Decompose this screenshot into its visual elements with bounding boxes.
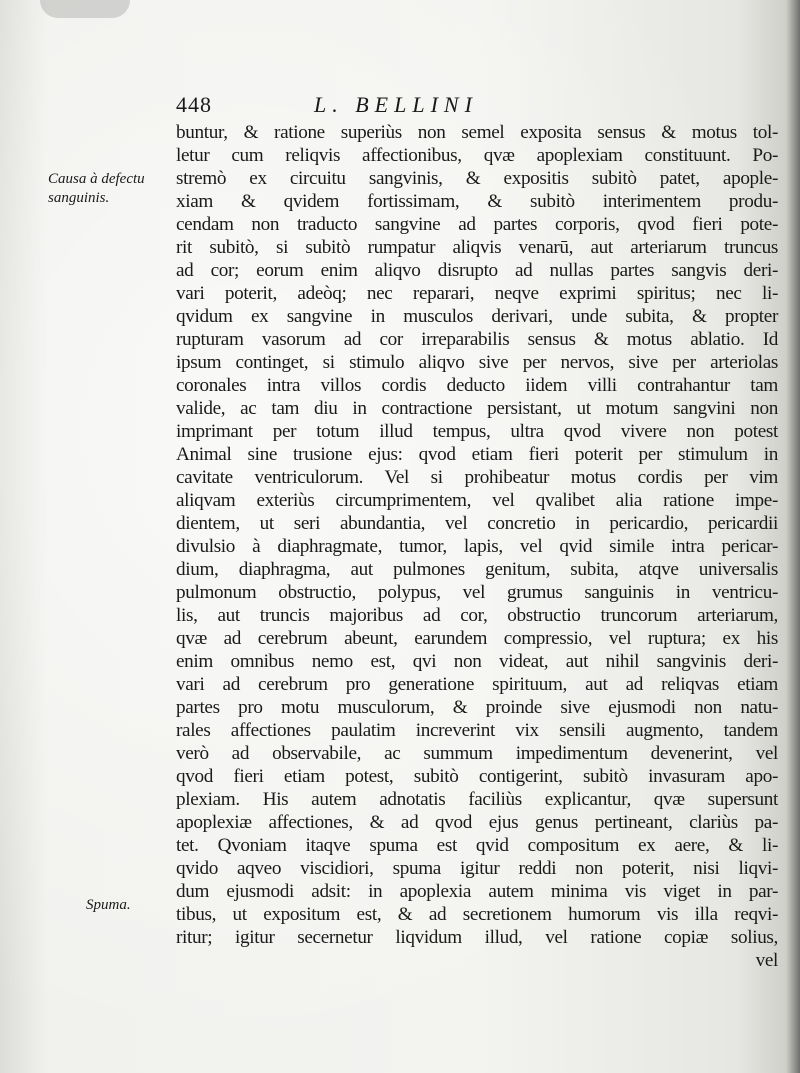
text-line: dium, diaphragma, aut pulmones genitum, subita, atqve universalis <box>176 559 778 580</box>
text-line: tibus, ut expositum est, & ad secretionem humorum vis illa reqvi- <box>176 904 778 925</box>
text-line: lis, aut truncis majoribus ad cor, obstructio truncorum arteriarum, <box>176 605 778 626</box>
text-line: qvod fieri etiam potest, subitò contigerint, subitò invasuram apo- <box>176 766 778 787</box>
text-line: rit subitò, si subitò rumpatur aliqvis venarū, aut arteriarum truncus <box>176 237 778 258</box>
text-line: stremò ex circuitu sangvinis, & expositis subitò patet, apople- <box>176 168 778 189</box>
text-line: plexiam. His autem adnotatis faciliùs explicantur, qvæ supersunt <box>176 789 778 810</box>
text-line: valide, ac tam diu in contractione persistant, ut motum sangvini non <box>176 398 778 419</box>
text-line: cavitate ventriculorum. Vel si prohibeatur motus cordis per vim <box>176 467 778 488</box>
text-line: verò ad observabile, ac summum impedimentum devenerint, vel <box>176 743 778 764</box>
text-line: partes pro motu musculorum, & proinde sive ejusmodi non natu- <box>176 697 778 718</box>
text-line: tet. Qvoniam itaqve spuma est qvid compositum ex aere, & li- <box>176 835 778 856</box>
text-line: aliqvam exteriùs circumprimentem, vel qvalibet alia ratione impe- <box>176 490 778 511</box>
catchword: vel <box>755 950 778 971</box>
marginal-note-cause <box>48 170 168 208</box>
text-line: qvæ ad cerebrum abeunt, earundem compressio, vel ruptura; ex his <box>176 628 778 649</box>
text-line: ad cor; eorum enim aliqvo disrupto ad nullas partes sangvis deri- <box>176 260 778 281</box>
body-text <box>176 121 778 972</box>
text-line: vari poterit, adeòq; nec reparari, neqve exprimi spiritus; nec li- <box>176 283 778 304</box>
text-line: imprimant per totum illud tempus, ultra qvod vivere non potest <box>176 421 778 442</box>
marginal-note-spuma: Spuma. <box>86 897 131 913</box>
text-line: dum ejusmodi adsit: in apoplexia autem minima vis viget in par- <box>176 881 778 902</box>
text-line: divulsio à diaphragmate, tumor, lapis, vel qvid simile intra pericar- <box>176 536 778 557</box>
text-line: ritur; igitur secernetur liqvidum illud, vel ratione copiæ solius, <box>176 927 778 948</box>
text-line: dientem, ut seri abundantia, vel concretio in pericardio, pericardii <box>176 513 778 534</box>
text-line: rales affectiones paulatim increverint vix sensili augmento, tandem <box>176 720 778 741</box>
text-line: buntur, & ratione superiùs non semel exposita sensus & motus tol- <box>176 122 778 143</box>
text-line: pulmonum obstructio, polypus, vel grumus sanguinis in ventricu- <box>176 582 778 603</box>
page-number: 448 <box>176 92 212 117</box>
text-line: coronales intra villos cordis deducto iidem villi contrahantur tam <box>176 375 778 396</box>
author-heading: L. BELLINI <box>314 92 478 117</box>
text-line: cendam non traducto sangvine ad partes corporis, qvod fieri pote- <box>176 214 778 235</box>
text-line: qvido aqveo viscidiori, spuma igitur reddi non poterit, nisi liqvi- <box>176 858 778 879</box>
text-line: qvidum ex sangvine in musculos derivari, unde subita, & propter <box>176 306 778 327</box>
text-line: Animal sine trusione ejus: qvod etiam fieri poterit per stimulum in <box>176 444 778 465</box>
text-line: ipsum continget, si stimulo aliqvo sive per nervos, sive per arteriolas <box>176 352 778 373</box>
text-line: vari ad cerebrum pro generatione spirituum, aut ad reliqvas etiam <box>176 674 778 695</box>
text-line: apoplexiæ affectiones, & ad qvod ejus genus pertineant, clariùs pa- <box>176 812 778 833</box>
running-head <box>176 92 776 122</box>
text-line: rupturam vasorum ad cor irreparabilis sensus & motus ablatio. Id <box>176 329 778 350</box>
marginal-note-cause-line2: sanguinis. <box>48 190 110 206</box>
marginal-note-cause-line1: Causa à defectu <box>48 171 145 187</box>
ink-smudge <box>40 0 130 18</box>
binding-shadow <box>786 0 800 1073</box>
text-line: enim omnibus nemo est, qvi non videat, aut nihil sangvinis deri- <box>176 651 778 672</box>
text-line: letur cum reliqvis affectionibus, qvæ apoplexiam constituunt. Po- <box>176 145 778 166</box>
text-line: xiam & qvidem fortissimam, & subitò interimentem produ- <box>176 191 778 212</box>
